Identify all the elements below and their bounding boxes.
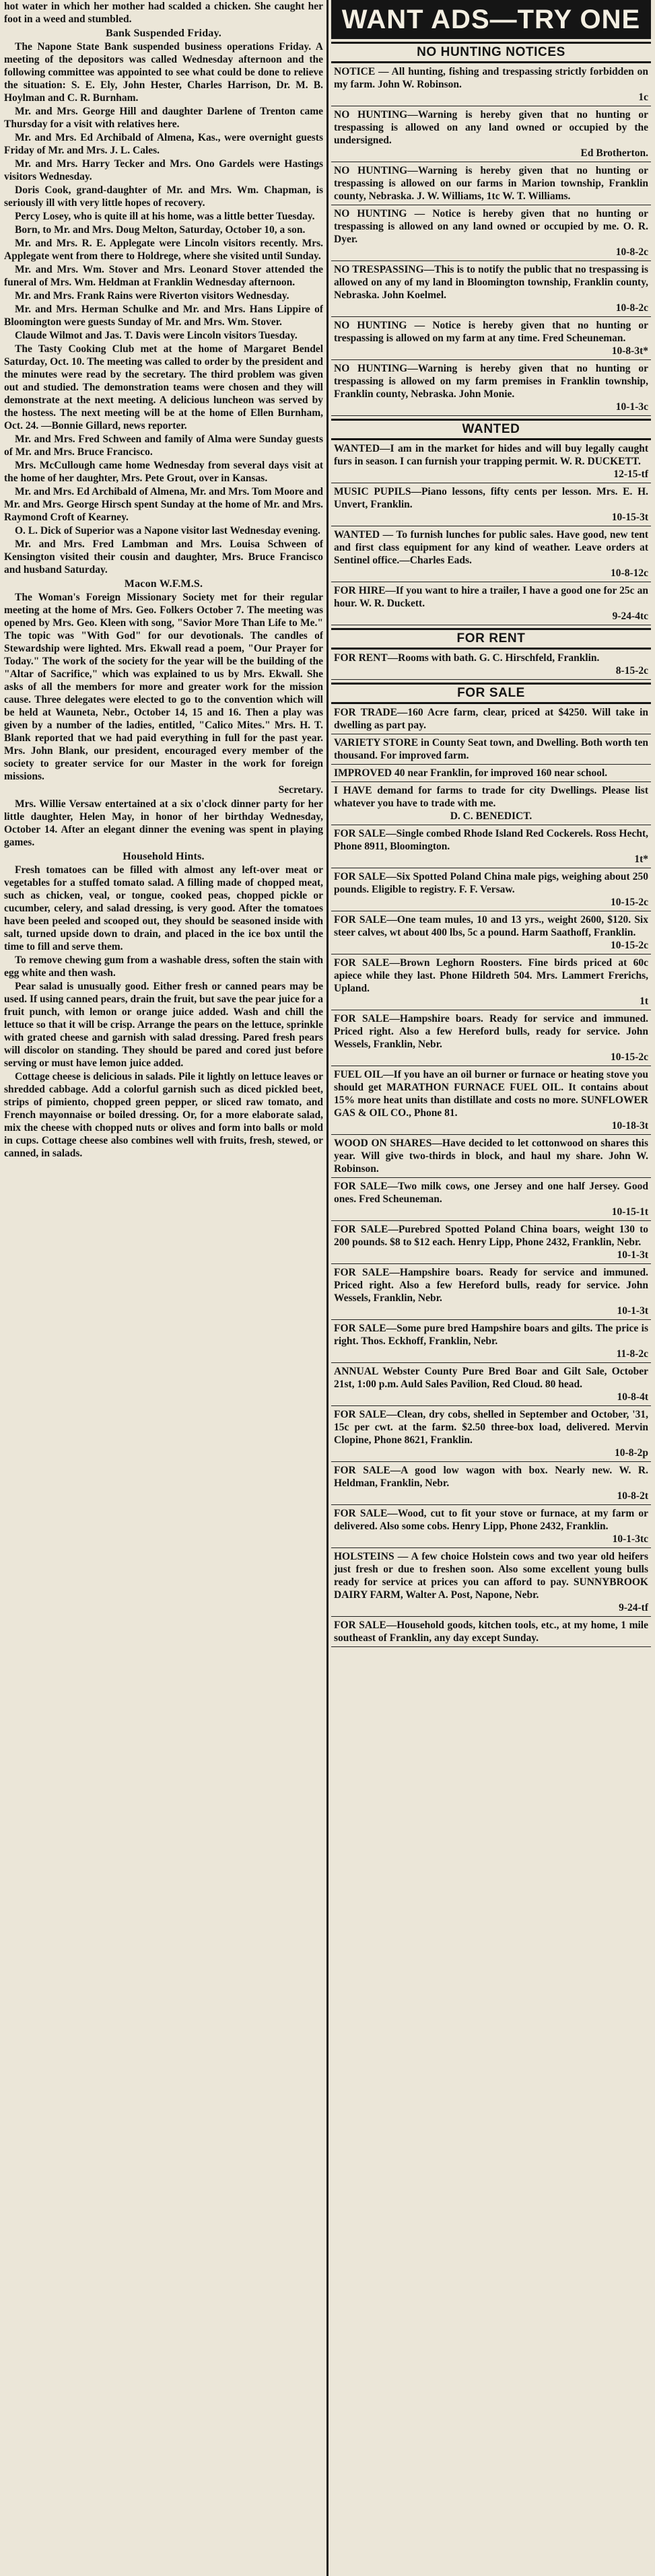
classified-ad bbox=[331, 1320, 651, 1363]
classified-ad bbox=[331, 1548, 651, 1617]
news-paragraph: Mr. and Mrs. George Hill and daughter Darlene of Trenton came Thursday for a visit with relatives here. bbox=[4, 106, 323, 130]
article-headline: Bank Suspended Friday. bbox=[105, 28, 222, 39]
classified-ad bbox=[331, 317, 651, 360]
classified-ad bbox=[331, 1135, 651, 1178]
ad-signature: 10-15-2c bbox=[611, 897, 648, 908]
ad-signature: 10-8-2p bbox=[615, 1447, 648, 1459]
news-paragraph: Mr. and Mrs. Frank Rains were Riverton visitors Wednesday. bbox=[15, 290, 289, 302]
classified-ad bbox=[331, 650, 651, 680]
ad-text: FOR SALE—Brown Leghorn Roosters. Fine birds priced at 60c apiece while they last. Phone Hildreth 504. Mrs. Lammert Frerichs, Upland. bbox=[334, 957, 648, 994]
ad-signature: Ed Brotherton. bbox=[580, 147, 648, 159]
ad-signature: 10-15-2c bbox=[611, 940, 648, 951]
classified-ad bbox=[331, 1010, 651, 1066]
ad-text: FOR SALE—Single combed Rhode Island Red Cockerels. Ross Hecht, Phone 8911, Bloomington. bbox=[334, 828, 648, 852]
ad-text: NO HUNTING—Warning is hereby given that no hunting or trespassing is allowed on any land owned or occupied by the undersigned. bbox=[334, 109, 648, 146]
ad-text: NO HUNTING — Notice is hereby given that no hunting or trespassing is allowed on any land owned or occupied by me. O. R. Dyer. bbox=[334, 208, 648, 245]
ad-text: NO HUNTING—Warning is hereby given that no hunting or trespassing is allowed on my farm premises in Franklin township, Franklin county, Nebraska. John Monie. bbox=[334, 363, 648, 400]
ad-signature: 12-15-tf bbox=[613, 468, 648, 480]
news-paragraph: Pear salad is unusually good. Either fresh or canned pears may be used. If using canned pears, drain the fruit, but save the pear juice for a fruit punch, with lemon or orange juice added. Wash and chill the lettuce so that it will be crisp. Arrange the pears on the lettuce, sprinkle with grated cheese and garnish with salad dressing. Pared fresh pears will discolor on standing. They should be pared and cored just before serving or must have lemon juice added. bbox=[4, 981, 323, 1069]
classified-ad bbox=[331, 1406, 651, 1462]
classified-ad bbox=[331, 954, 651, 1010]
classified-ad bbox=[331, 205, 651, 261]
ad-signature: 10-15-2c bbox=[611, 1051, 648, 1063]
ad-signature: 10-8-12c bbox=[611, 567, 648, 579]
ad-signature: 10-8-3t* bbox=[611, 345, 648, 357]
news-paragraph: Claude Wilmot and Jas. T. Davis were Lincoln visitors Tuesday. bbox=[15, 330, 298, 341]
ad-signature: 10-15-1t bbox=[611, 1206, 648, 1218]
classified-ad bbox=[331, 782, 651, 825]
news-paragraph: Percy Losey, who is quite ill at his home, was a little better Tuesday. bbox=[15, 211, 315, 222]
news-column bbox=[4, 0, 323, 2576]
ad-signature: 10-18-3t bbox=[611, 1120, 648, 1132]
ad-text: IMPROVED 40 near Franklin, for improved 160 near school. bbox=[334, 767, 608, 779]
news-paragraph: To remove chewing gum from a washable dress, soften the stain with egg white and then wash. bbox=[4, 954, 323, 979]
ad-signature: 1c bbox=[638, 92, 648, 103]
ad-text: FOR HIRE—If you want to hire a trailer, I have a good one for 25c an hour. W. R. Duckett. bbox=[334, 585, 648, 609]
ad-text: WANTED — To furnish lunches for public sales. Have good, new tent and first class equipment for any kind of weather. Leave orders at Sentinel office.—Charles Eads. bbox=[334, 529, 648, 566]
ad-text: FOR SALE—One team mules, 10 and 13 yrs., weight 2600, $120. Six steer calves, wt about 400 lbs, 5c a pound. Harm Saathoff, Franklin. bbox=[334, 914, 648, 938]
ad-text: FOR SALE—Wood, cut to fit your stove or furnace, at my farm or delivered. Also some cobs. Henry Lipp, Phone 2432, Franklin. bbox=[334, 1508, 648, 1532]
classified-ad bbox=[331, 526, 651, 582]
article-headline: Macon W.F.M.S. bbox=[124, 578, 203, 590]
column-divider bbox=[326, 0, 329, 2576]
news-paragraph: The Napone State Bank suspended business operations Friday. A meeting of the depositors was called Wednesday afternoon and the following committee was appointed to see what could be done to relieve the situation: S. E. Ely, John Hester, Charles Harrison, Dr. M. B. Hoylman and C. R. Burnham. bbox=[4, 41, 323, 104]
ad-signature: 8-15-2c bbox=[615, 665, 648, 676]
ad-text: NO HUNTING — Notice is hereby given that no hunting or trespassing is allowed on my farm at any time. Fred Scheuneman. bbox=[334, 320, 648, 344]
ad-signature: 10-8-2c bbox=[615, 302, 648, 314]
ad-text: FUEL OIL—If you have an oil burner or furnace or heating stove you should get MARATHON FURNACE FUEL OIL. It contains about 15% more heat units than distillate and costs no more. SUNFLOWER GAS & OIL CO., Phone 81. bbox=[334, 1069, 648, 1119]
ad-signature: 10-1-3c bbox=[615, 401, 648, 413]
ad-signature: D. C. BENEDICT. bbox=[450, 810, 532, 822]
news-paragraph: Mr. and Mrs. Ed Archibald of Almena, Mr. and Mrs. Tom Moore and Mr. and Mrs. George Hirsch spent Sunday at the home of Mr. and Mrs. Raymond Croft of Kearney. bbox=[4, 486, 323, 523]
article-byline: Secretary. bbox=[278, 784, 323, 796]
ad-text: I HAVE demand for farms to trade for city Dwellings. Please list whatever you have to trade with me. bbox=[334, 785, 648, 809]
news-paragraph: O. L. Dick of Superior was a Napone visitor last Wednesday evening. bbox=[15, 525, 320, 536]
classified-ad bbox=[331, 911, 651, 954]
ad-text: NO HUNTING—Warning is hereby given that no hunting or trespassing is allowed on our farms in Marion township, Franklin county, Nebraska. J. W. Williams, 1tc W. T. Williams. bbox=[334, 165, 648, 202]
classified-ad bbox=[331, 1462, 651, 1505]
ad-text: NO TRESPASSING—This is to notify the public that no trespassing is allowed on any of my land in Bloomington township, Franklin county, Nebraska. John Koelmel. bbox=[334, 264, 648, 301]
classified-ad bbox=[331, 483, 651, 526]
news-paragraph: The Tasty Cooking Club met at the home of Margaret Bendel Saturday, Oct. 10. The meeting was called to order by the president and the minutes were read by the secretary. The third problem was given out and studied. The demonstration teams were chosen and they will demonstrate at the next meeting. A delicious luncheon was served by the hostess. The next meeting will be at the home of Ellen Burnham, Oct. 24. —Bonnie Gillard, news reporter. bbox=[4, 343, 323, 431]
classified-ad bbox=[331, 734, 651, 765]
ad-signature: 10-1-3t bbox=[617, 1249, 648, 1261]
ad-text: FOR SALE—Some pure bred Hampshire boars and gilts. The price is right. Thos. Eckhoff, Franklin, Nebr. bbox=[334, 1323, 648, 1347]
classified-ad bbox=[331, 765, 651, 782]
classified-ad bbox=[331, 162, 651, 205]
ad-signature: 10-1-3t bbox=[617, 1305, 648, 1317]
section-heading: FOR SALE bbox=[331, 683, 651, 704]
classified-ad bbox=[331, 261, 651, 317]
ad-text: FOR SALE—Two milk cows, one Jersey and one half Jersey. Good ones. Fred Scheuneman. bbox=[334, 1181, 648, 1205]
classified-ad bbox=[331, 1178, 651, 1221]
classified-ad bbox=[331, 1066, 651, 1135]
classified-ad bbox=[331, 825, 651, 868]
news-paragraph: Mr. and Mrs. Herman Schulke and Mr. and Mrs. Hans Lippire of Bloomington were guests Sunday of Mr. and Mrs. Wm. Stover. bbox=[4, 304, 323, 328]
ad-text: NOTICE — All hunting, fishing and trespassing strictly forbidden on my farm. John W. Robinson. bbox=[334, 66, 648, 90]
ad-text: FOR RENT—Rooms with bath. G. C. Hirschfeld, Franklin. bbox=[334, 652, 600, 664]
ad-text: FOR TRADE—160 Acre farm, clear, priced at $4250. Will take in dwelling as part pay. bbox=[334, 707, 648, 731]
ad-signature: 1t* bbox=[634, 854, 648, 865]
ad-text: FOR SALE—Hampshire boars. Ready for service and immuned. Priced right. Also a few Hereford bulls, ready for service. John Wessels, Franklin, Nebr. bbox=[334, 1013, 648, 1050]
section-heading: WANTED bbox=[331, 419, 651, 440]
ad-sections bbox=[331, 42, 651, 1647]
classified-ad bbox=[331, 63, 651, 106]
ad-text: FOR SALE—Purebred Spotted Poland China boars, weight 130 to 200 pounds. $8 to $12 each. Henry Lipp, Phone 2432, Franklin, Nebr. bbox=[334, 1224, 648, 1248]
ad-signature: 1t bbox=[640, 996, 648, 1007]
news-paragraph: Mr. and Mrs. Fred Lambman and Mrs. Louisa Schween of Kensington visited their cousin and daughter, Mrs. Bruce Francisco and husband Saturday. bbox=[4, 538, 323, 576]
ad-signature: 9-24-4tc bbox=[612, 611, 648, 622]
ad-text: WOOD ON SHARES—Have decided to let cottonwood on shares this year. Will give two-thirds in block, and haul my share. John W. Robinson. bbox=[334, 1138, 648, 1175]
classified-ads-column bbox=[331, 0, 651, 2576]
ad-text: WANTED—I am in the market for hides and will buy legally caught furs in season. I can furnish your trapping permit. W. R. DUCKETT. bbox=[334, 443, 648, 467]
news-paragraph: Mr. and Mrs. Wm. Stover and Mrs. Leonard Stover attended the funeral of Mrs. Wm. Heldman at Franklin Wednesday afternoon. bbox=[4, 264, 323, 288]
news-paragraph: Mr. and Mrs. R. E. Applegate were Lincoln visitors recently. Mrs. Applegate went from there to Holdrege, where she visited until Sunday. bbox=[4, 238, 323, 262]
ad-signature: 10-8-2c bbox=[615, 246, 648, 258]
news-paragraph: Mr. and Mrs. Harry Tecker and Mrs. Ono Gardels were Hastings visitors Wednesday. bbox=[4, 158, 323, 182]
ad-text: FOR SALE—Hampshire boars. Ready for service and immuned. Priced right. Also a few Hereford bulls, ready for service. John Wessels, Franklin, Nebr. bbox=[334, 1267, 648, 1304]
article-headline: Household Hints. bbox=[123, 851, 205, 862]
news-paragraph: The Woman's Foreign Missionary Society met for their regular meeting at the home of Mrs. Geo. Folkers October 7. The meeting was opened by Mrs. Geo. Kleen with song, "Savior More Than Life to Me." The topic was "With God" for our devotionals. The candles of Stewardship were lighted. Mrs. Ekwall read a poem, "Our Prayer for Today." The work of the society for the year will be the building of the "Altar of Sacrifice," which was explained to us by Mrs. Ekwall. She asks of all the members for more and greater work for the mission cause. Three delegates were elected to go to the convention which will be held at Wauneta, Nebr., October 14, 15 and 16. Then a play was given by a number of the ladies, entitled, "Calico Mites." Mrs. H. T. Blank reported that we had paid everything in full for the past year. Mrs. John Blank, our president, encouraged every member of the society to greater service for our Master in the work for foreign missions. bbox=[4, 592, 323, 782]
news-paragraph: Mrs. McCullough came home Wednesday from several days visit at the home of her daughter, Mrs. Pete Grout, over in Kansas. bbox=[4, 460, 323, 484]
ad-signature: 10-15-3t bbox=[611, 512, 648, 523]
news-paragraph: hot water in which her mother had scalded a chicken. She caught her foot in a weed and stumbled. bbox=[4, 1, 323, 25]
ad-signature: 9-24-tf bbox=[619, 1602, 648, 1613]
classified-ad bbox=[331, 868, 651, 911]
ad-signature: 10-1-3tc bbox=[612, 1533, 648, 1545]
section-heading: NO HUNTING NOTICES bbox=[331, 42, 651, 63]
news-paragraph: Mr. and Mrs. Fred Schween and family of Alma were Sunday guests of Mr. and Mrs. Bruce Francisco. bbox=[4, 433, 323, 458]
classified-ad bbox=[331, 1363, 651, 1406]
ad-text: FOR SALE—Six Spotted Poland China male pigs, weighing about 250 pounds. Eligible to registry. F. F. Versaw. bbox=[334, 871, 648, 895]
ad-text: FOR SALE—Household goods, kitchen tools, etc., at my home, 1 mile southeast of Franklin, any day except Sunday. bbox=[334, 1620, 648, 1644]
ad-text: HOLSTEINS — A few choice Holstein cows and two year old heifers just fresh or due to freshen soon. Also some excellent young bulls ready for service at prices you can afford to pay. SUNNYBROOK DAIRY FARM, Walter A. Post, Napone, Nebr. bbox=[334, 1551, 648, 1601]
classified-ad bbox=[331, 440, 651, 483]
classified-ad bbox=[331, 1505, 651, 1548]
classified-ad bbox=[331, 704, 651, 734]
classified-ad bbox=[331, 360, 651, 416]
ad-text: FOR SALE—A good low wagon with box. Nearly new. W. R. Heldman, Franklin, Nebr. bbox=[334, 1465, 648, 1489]
news-paragraph: Doris Cook, grand-daughter of Mr. and Mrs. Wm. Chapman, is seriously ill with very little hopes of recovery. bbox=[4, 184, 323, 209]
classified-ad bbox=[331, 106, 651, 162]
news-paragraph: Mrs. Willie Versaw entertained at a six o'clock dinner party for her little daughter, Helen May, in honor of her birthday Wednesday, October 14. After an elegant dinner the evening was spent in playing games. bbox=[4, 798, 323, 848]
news-paragraph: Mr. and Mrs. Ed Archibald of Almena, Kas., were overnight guests Friday of Mr. and Mrs. J. L. Cales. bbox=[4, 132, 323, 156]
ad-text: FOR SALE—Clean, dry cobs, shelled in September and October, '31, 15c per cwt. at the farm. $2.50 three-box load, delivered. Mervin Clopine, Phone 8621, Franklin. bbox=[334, 1409, 648, 1446]
ad-text: MUSIC PUPILS—Piano lessons, fifty cents per lesson. Mrs. E. H. Unvert, Franklin. bbox=[334, 486, 648, 510]
classified-ad bbox=[331, 582, 651, 625]
classified-ad bbox=[331, 1221, 651, 1264]
want-ads-banner: WANT ADS—TRY ONE bbox=[331, 0, 651, 39]
section-heading: FOR RENT bbox=[331, 628, 651, 650]
ad-text: ANNUAL Webster County Pure Bred Boar and Gilt Sale, October 21st, 1:00 p.m. Auld Sales Pavilion, Red Cloud. 80 head. bbox=[334, 1366, 648, 1390]
ad-signature: 11-8-2c bbox=[616, 1348, 648, 1360]
ad-text: VARIETY STORE in County Seat town, and Dwelling. Both worth ten thousand. For improved farm. bbox=[334, 737, 648, 761]
ad-signature: 10-8-2t bbox=[617, 1490, 648, 1502]
news-paragraph: Fresh tomatoes can be filled with almost any left-over meat or vegetables for a stuffed tomato salad. A filling made of chopped meat, such as chicken, veal, or tongue, cooked peas, chopped pickle or cucumber, celery, and salad dressing, is very good. After the tomatoes have been peeled and scooped out, they should be seasoned inside with salt, turned upside down to drain, and placed in the ice box until the time to fill and serve them. bbox=[4, 864, 323, 952]
classified-ad bbox=[331, 1264, 651, 1320]
news-paragraph: Born, to Mr. and Mrs. Doug Melton, Saturday, October 10, a son. bbox=[15, 224, 306, 236]
news-paragraph: Cottage cheese is delicious in salads. Pile it lightly on lettuce leaves or shredded cabbage. Add a colorful garnish such as diced pickled beet, strips of pimiento, chopped green pepper, or sliced raw tomato, and French mayonnaise or boiled dressing. Or, for a more elaborate salad, mix the cheese with chopped nuts or olives and form into balls or mold in cups. Cottage cheese also combines well with fruits, fresh, stewed, or canned, in salads. bbox=[4, 1071, 323, 1159]
classified-ad bbox=[331, 1617, 651, 1647]
ad-signature: 10-8-4t bbox=[617, 1391, 648, 1403]
